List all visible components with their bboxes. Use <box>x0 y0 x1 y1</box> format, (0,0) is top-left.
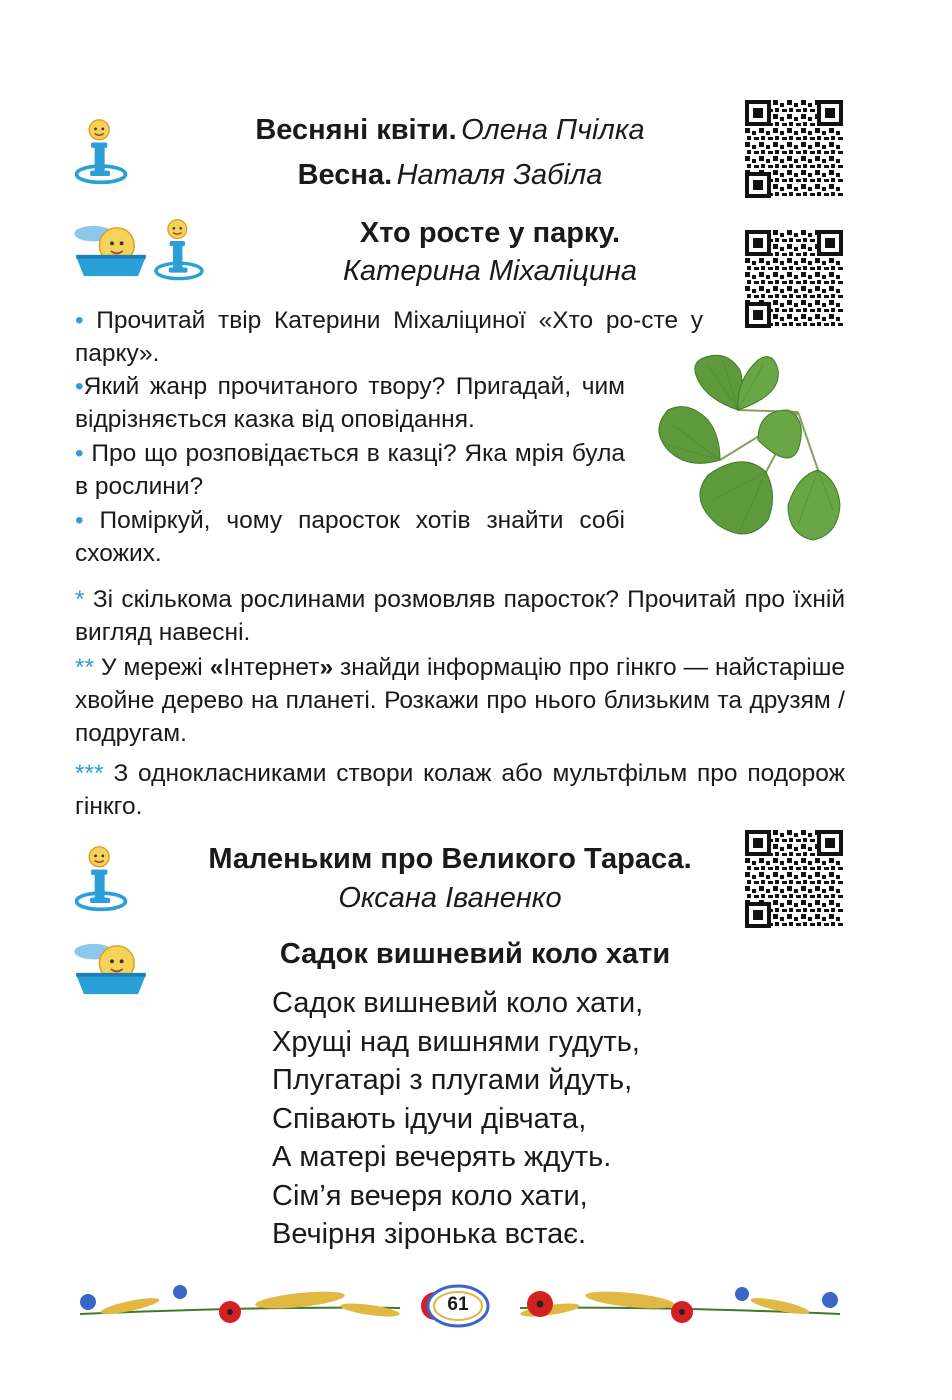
info-character-icon <box>72 845 130 913</box>
work-author: Олена Пчілка <box>461 114 645 146</box>
work-author: Наталя Забіла <box>396 159 603 191</box>
task-item: ** У мережі «Інтернет» знайди інформацію про гінкго — найстаріше хвойне дерево на планеті. Розкажи про нього близьким та друзям / подругам. <box>75 654 846 747</box>
poem-line: Вечірня зіронька встає. <box>272 1218 587 1250</box>
poem-body <box>272 984 832 1254</box>
question-item: • Прочитай твір Катерини Міхаліциної «Хто ро-сте у парку». <box>75 307 704 367</box>
section2-heading <box>290 214 690 290</box>
ginkgo-leaf-image <box>648 350 848 560</box>
poem-line: Плугатарі з плугами йдуть, <box>272 1064 633 1096</box>
poem-line: Сім’я вечеря коло хати, <box>272 1179 588 1212</box>
reading-character-icon <box>72 940 150 998</box>
qr-code-icon[interactable] <box>745 830 843 928</box>
work-author: Катерина Міхаліцина <box>342 255 638 287</box>
info-character-icon <box>150 218 208 282</box>
work-title[interactable]: Весна. <box>297 159 393 191</box>
task-item: * Зі скількома рослинами розмовляв паросток? Прочитай про їхній вигляд навесні. <box>75 586 845 646</box>
info-character-icon <box>72 118 130 186</box>
qr-code-icon[interactable] <box>745 100 843 198</box>
reading-character-icon <box>72 222 150 280</box>
section1-heading <box>200 110 700 200</box>
poem-line: А матері вечерять ждуть. <box>272 1141 612 1173</box>
work-title[interactable]: Хто росте у парку. <box>359 217 621 249</box>
poem-line: Співають ідучи дівчата, <box>272 1102 587 1135</box>
question-item: •Який жанр прочитаного твору? Пригадай, чим відрізняється казка від оповідання. <box>75 373 625 433</box>
work-title[interactable]: Весняні квіти. <box>255 114 457 146</box>
page-number: 61 <box>447 1294 469 1315</box>
work-title[interactable]: Маленьким про Великого Тараса. <box>208 843 692 875</box>
section3-heading <box>170 840 730 918</box>
question-item: • Поміркуй, чому паросток хотів знайти собі схожих. <box>75 507 626 567</box>
qr-code-icon[interactable] <box>745 230 843 328</box>
question-item: • Про що розповідається в казці? Яка мрія була в рослини? <box>75 440 625 500</box>
poem-title[interactable]: Садок вишневий коло хати <box>279 938 671 970</box>
work-author: Оксана Іваненко <box>338 882 562 914</box>
poem-line: Садок вишневий коло хати, <box>272 987 644 1019</box>
task-item: *** З однокласниками створи колаж або мультфільм про подорож гінкго. <box>75 760 845 820</box>
poem-line: Хрущі над вишнями гудуть, <box>272 1025 640 1058</box>
